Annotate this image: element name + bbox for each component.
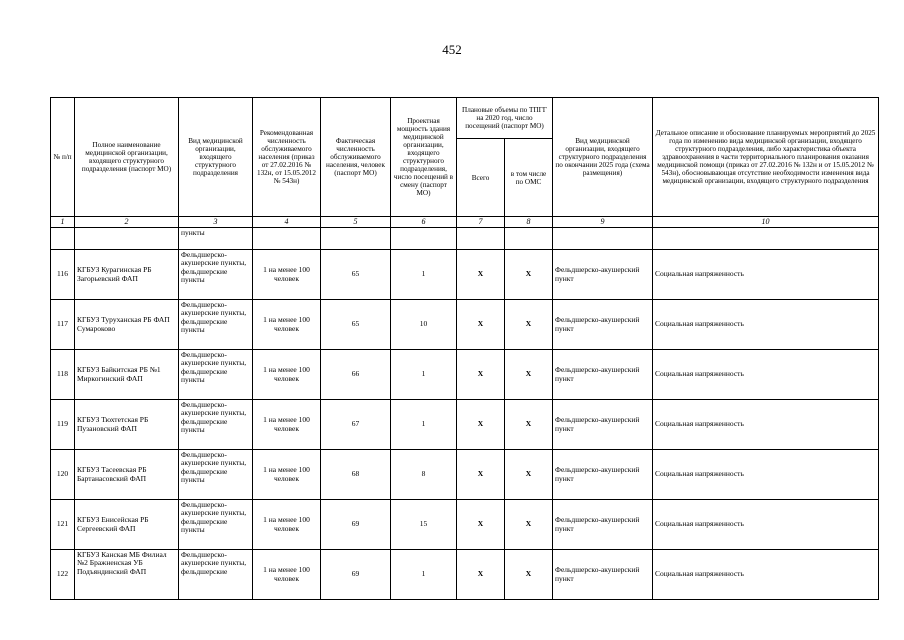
- column-number: 3: [179, 217, 253, 228]
- cell-name: КГБУЗ Туруханская РБ ФАП Сумароково: [75, 300, 179, 350]
- table-row: [51, 250, 879, 300]
- column-number: 6: [391, 217, 457, 228]
- table-row: [51, 550, 879, 600]
- cell-type: пункты: [179, 228, 253, 250]
- cell-type: Фельдшерско-акушерские пункты, фельдшерские пункты: [179, 400, 253, 450]
- cell-description: Социальная напряженность: [653, 500, 879, 550]
- cell-recommended: 1 на менее 100 человек: [253, 450, 321, 500]
- cell-actual: [321, 228, 391, 250]
- cell-actual: 66: [321, 350, 391, 400]
- cell-future-type: Фельдшерско-акушерский пункт: [553, 250, 653, 300]
- cell-num: 119: [51, 400, 75, 450]
- cell-num: 122: [51, 550, 75, 600]
- cell-type: Фельдшерско-акушерские пункты, фельдшерские: [179, 550, 253, 600]
- cell-recommended: [253, 228, 321, 250]
- cell-capacity: 1: [391, 350, 457, 400]
- cell-future-type: Фельдшерско-акушерский пункт: [553, 300, 653, 350]
- cell-oms: X: [505, 350, 553, 400]
- cell-num: 118: [51, 350, 75, 400]
- facilities-table: [50, 97, 879, 600]
- cell-actual: 69: [321, 500, 391, 550]
- cell-future-type: Фельдшерско-акушерский пункт: [553, 400, 653, 450]
- cell-actual: 67: [321, 400, 391, 450]
- cell-recommended: 1 на менее 100 человек: [253, 400, 321, 450]
- cell-description: Социальная напряженность: [653, 350, 879, 400]
- column-number: 7: [457, 217, 505, 228]
- cell-type: Фельдшерско-акушерские пункты, фельдшерские пункты: [179, 300, 253, 350]
- table-row: [51, 450, 879, 500]
- cell-capacity: 8: [391, 450, 457, 500]
- table-row: [51, 400, 879, 450]
- cell-num: 117: [51, 300, 75, 350]
- cell-capacity: [391, 228, 457, 250]
- cell-name: КГБУЗ Курагинская РБ Загорьевский ФАП: [75, 250, 179, 300]
- header-col-1: № п/п: [51, 98, 75, 217]
- cell-total: X: [457, 500, 505, 550]
- column-number: 4: [253, 217, 321, 228]
- cell-recommended: 1 на менее 100 человек: [253, 300, 321, 350]
- table-row: [51, 350, 879, 400]
- cell-name: КГБУЗ Байкитская РБ №1 Миркогинский ФАП: [75, 350, 179, 400]
- cell-capacity: 15: [391, 500, 457, 550]
- cell-description: Социальная напряженность: [653, 550, 879, 600]
- header-col-5: Фактическая численность обслуживаемого населения, человек (паспорт МО): [321, 98, 391, 217]
- cell-future-type: Фельдшерско-акушерский пункт: [553, 550, 653, 600]
- cell-total: X: [457, 300, 505, 350]
- column-number: 2: [75, 217, 179, 228]
- cell-description: Социальная напряженность: [653, 250, 879, 300]
- cell-recommended: 1 на менее 100 человек: [253, 500, 321, 550]
- cell-type: Фельдшерско-акушерские пункты, фельдшерские пункты: [179, 500, 253, 550]
- page-number: 452: [442, 42, 462, 57]
- cell-type: Фельдшерско-акушерские пункты, фельдшерские пункты: [179, 450, 253, 500]
- cell-oms: X: [505, 550, 553, 600]
- cell-recommended: 1 на менее 100 человек: [253, 250, 321, 300]
- header-col-2: Полное наименование медицинской организации, входящего структурного подразделения (паспорт МО): [75, 98, 179, 217]
- cell-actual: 69: [321, 550, 391, 600]
- cell-future-type: Фельдшерско-акушерский пункт: [553, 450, 653, 500]
- column-number: 5: [321, 217, 391, 228]
- cell-num: 121: [51, 500, 75, 550]
- header-col-8: в том числе по ОМС: [505, 139, 553, 217]
- cell-capacity: 1: [391, 250, 457, 300]
- cell-description: Социальная напряженность: [653, 300, 879, 350]
- cell-description: [653, 228, 879, 250]
- cell-oms: X: [505, 250, 553, 300]
- header-col-4: Рекомендованная численность обслуживаемого населения (приказ от 27.02.2016 № 132н, от 15.05.2012 № 543н): [253, 98, 321, 217]
- header-col-6: Проектная мощность здания медицинской организации, входящего структурного подразделения, число посещений в смену (паспорт МО): [391, 98, 457, 217]
- cell-num: [51, 228, 75, 250]
- header-col-7: Всего: [457, 139, 505, 217]
- cell-total: X: [457, 250, 505, 300]
- cell-oms: X: [505, 450, 553, 500]
- cell-description: Социальная напряженность: [653, 450, 879, 500]
- cell-name: [75, 228, 179, 250]
- header-col-7-8-group: Плановые объемы по ТПГГ на 2020 год, число посещений (паспорт МО): [457, 98, 553, 139]
- cell-num: 120: [51, 450, 75, 500]
- cell-name: КГБУЗ Тасеевская РБ Бартанасовский ФАП: [75, 450, 179, 500]
- cell-description: Социальная напряженность: [653, 400, 879, 450]
- cell-name: КГБУЗ Енисейская РБ Сергеевский ФАП: [75, 500, 179, 550]
- table-body: [51, 228, 879, 600]
- header-col-9: Вид медицинской организации, входящего структурного подразделения по окончании 2025 года (схема размещения): [553, 98, 653, 217]
- header-col-3: Вид медицинской организации, входящего структурного подразделения: [179, 98, 253, 217]
- cell-actual: 65: [321, 300, 391, 350]
- column-number: 10: [653, 217, 879, 228]
- cell-actual: 68: [321, 450, 391, 500]
- table-header: [51, 98, 879, 228]
- cell-total: X: [457, 550, 505, 600]
- cell-oms: X: [505, 400, 553, 450]
- column-number-row: [51, 217, 879, 228]
- cell-future-type: [553, 228, 653, 250]
- column-number: 1: [51, 217, 75, 228]
- cell-future-type: Фельдшерско-акушерский пункт: [553, 350, 653, 400]
- cell-name: КГБУЗ Тюхтетская РБ Пузановский ФАП: [75, 400, 179, 450]
- cell-oms: [505, 228, 553, 250]
- cell-type: Фельдшерско-акушерские пункты, фельдшерские пункты: [179, 350, 253, 400]
- cell-capacity: 1: [391, 400, 457, 450]
- column-number: 9: [553, 217, 653, 228]
- cell-total: [457, 228, 505, 250]
- cell-total: X: [457, 400, 505, 450]
- cell-num: 116: [51, 250, 75, 300]
- column-number: 8: [505, 217, 553, 228]
- continuation-row: [51, 228, 879, 250]
- cell-oms: X: [505, 500, 553, 550]
- cell-capacity: 1: [391, 550, 457, 600]
- cell-name: КГБУЗ Канская МБ Филиал №2 Бражненская УБ Подъяндинский ФАП: [75, 550, 179, 600]
- cell-total: X: [457, 450, 505, 500]
- cell-recommended: 1 на менее 100 человек: [253, 350, 321, 400]
- table-row: [51, 300, 879, 350]
- cell-type: Фельдшерско-акушерские пункты, фельдшерские пункты: [179, 250, 253, 300]
- cell-total: X: [457, 350, 505, 400]
- cell-oms: X: [505, 300, 553, 350]
- cell-recommended: 1 на менее 100 человек: [253, 550, 321, 600]
- cell-capacity: 10: [391, 300, 457, 350]
- header-col-10: Детальное описание и обоснование планируемых мероприятий до 2025 года по изменению вида медицинской организации, входящего структурного подразделения, либо характеристика объекта здравоохранения в части территориального планирования оказания медицинской помощи (приказ от 27.02.2016 № 132н и от 15.05.2012 № 543н), обосновывающая отсутствие необходимости изменения вида медицинской организации, входящего структурного подразделения: [653, 98, 879, 217]
- cell-future-type: Фельдшерско-акушерский пункт: [553, 500, 653, 550]
- cell-actual: 65: [321, 250, 391, 300]
- table-row: [51, 500, 879, 550]
